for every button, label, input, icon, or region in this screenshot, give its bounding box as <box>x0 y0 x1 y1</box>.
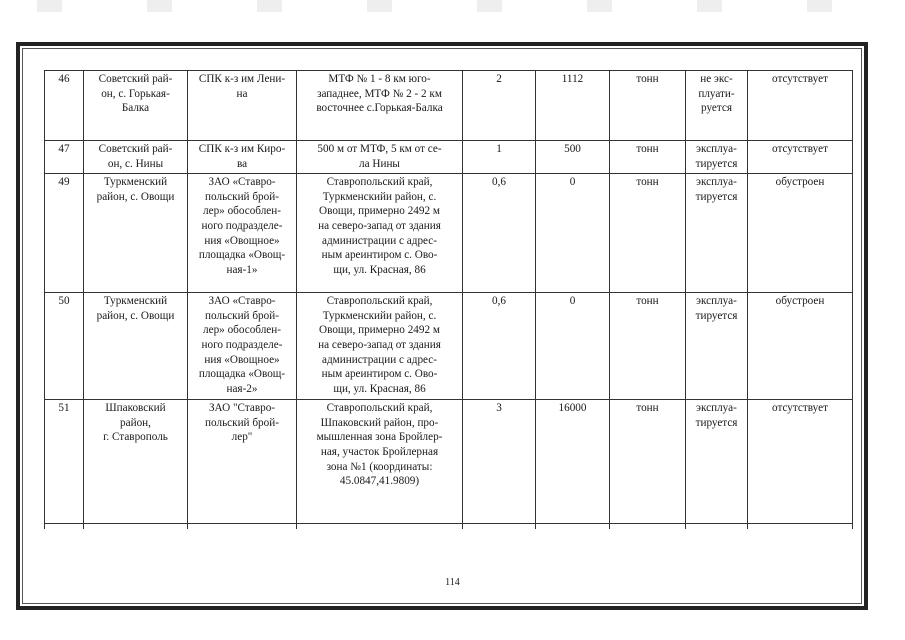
area-cell: 0,6 <box>463 293 536 400</box>
table-row <box>45 400 853 530</box>
equipment-cell: обустроен <box>748 293 853 400</box>
table-row <box>45 293 853 400</box>
equipment-cell: обустроен <box>748 174 853 293</box>
owner-cell: СПК к-з им Киро- ва <box>188 141 297 174</box>
owner-cell: ЗАО «Ставро- польский брой- лер» обособлен- ного подразделе- ния «Овощное» площадка «Овощ- ная-1» <box>188 174 297 293</box>
equipment-cell: отсутствует <box>748 141 853 174</box>
address-cell: Ставропольский край, Шпаковский район, про- мышленная зона Бройлер- ная, участок Бройлерная зона №1 (координаты: 45.0847,41.9809) <box>297 400 463 530</box>
capacity-cell: 0 <box>536 293 610 400</box>
status-cell: эксплуа- тируется <box>686 400 748 530</box>
status-cell: эксплуа- тируется <box>686 293 748 400</box>
location-cell: Туркменский район, с. Овощи <box>84 293 188 400</box>
row-number-cell: 46 <box>45 71 84 141</box>
unit-cell: тонн <box>610 174 686 293</box>
row-number-cell: 51 <box>45 400 84 530</box>
table-row <box>45 174 853 293</box>
row-number-cell: 47 <box>45 141 84 174</box>
table-bottom-rule <box>44 523 852 524</box>
unit-cell: тонн <box>610 141 686 174</box>
capacity-cell: 1112 <box>536 71 610 141</box>
area-cell: 0,6 <box>463 174 536 293</box>
owner-cell: ЗАО "Ставро- польский брой- лер" <box>188 400 297 530</box>
address-cell: МТФ № 1 - 8 км юго- западнее, МТФ № 2 - 2 км восточнее с.Горькая-Балка <box>297 71 463 141</box>
capacity-cell: 16000 <box>536 400 610 530</box>
row-number-cell: 49 <box>45 174 84 293</box>
location-cell: Туркменский район, с. Овощи <box>84 174 188 293</box>
scan-edge-artifact <box>0 0 905 12</box>
location-cell: Советский рай- он, с. Горькая- Балка <box>84 71 188 141</box>
address-cell: 500 м от МТФ, 5 км от се- ла Нины <box>297 141 463 174</box>
area-cell: 2 <box>463 71 536 141</box>
location-cell: Шпаковский район, г. Ставрополь <box>84 400 188 530</box>
area-cell: 1 <box>463 141 536 174</box>
owner-cell: СПК к-з им Лени- на <box>188 71 297 141</box>
table-row <box>45 71 853 141</box>
page-number: 114 <box>445 577 460 588</box>
unit-cell: тонн <box>610 293 686 400</box>
unit-cell: тонн <box>610 400 686 530</box>
status-cell: не экс- плуати- руется <box>686 71 748 141</box>
capacity-cell: 500 <box>536 141 610 174</box>
owner-cell: ЗАО «Ставро- польский брой- лер» обособлен- ного подразделе- ния «Овощное» площадка «Овощ- ная-2» <box>188 293 297 400</box>
status-cell: эксплуа- тируется <box>686 141 748 174</box>
area-cell: 3 <box>463 400 536 530</box>
location-cell: Советский рай- он, с. Нины <box>84 141 188 174</box>
unit-cell: тонн <box>610 71 686 141</box>
address-cell: Ставропольский край, Туркменскийи район, с. Овощи, примерно 2492 м на северо-запад от здания администрации с адрес- ным ареинтиром с. Ово- щи, ул. Красная, 86 <box>297 174 463 293</box>
address-cell: Ставропольский край, Туркменскийи район, с. Овощи, примерно 2492 м на северо-запад от здания администрации с адрес- ным ареинтиром с. Ово- щи, ул. Красная, 86 <box>297 293 463 400</box>
status-cell: эксплуа- тируется <box>686 174 748 293</box>
row-number-cell: 50 <box>45 293 84 400</box>
equipment-cell: отсутствует <box>748 400 853 530</box>
table-row <box>45 141 853 174</box>
capacity-cell: 0 <box>536 174 610 293</box>
landfill-registry-table <box>44 70 853 529</box>
equipment-cell: отсутствует <box>748 71 853 141</box>
